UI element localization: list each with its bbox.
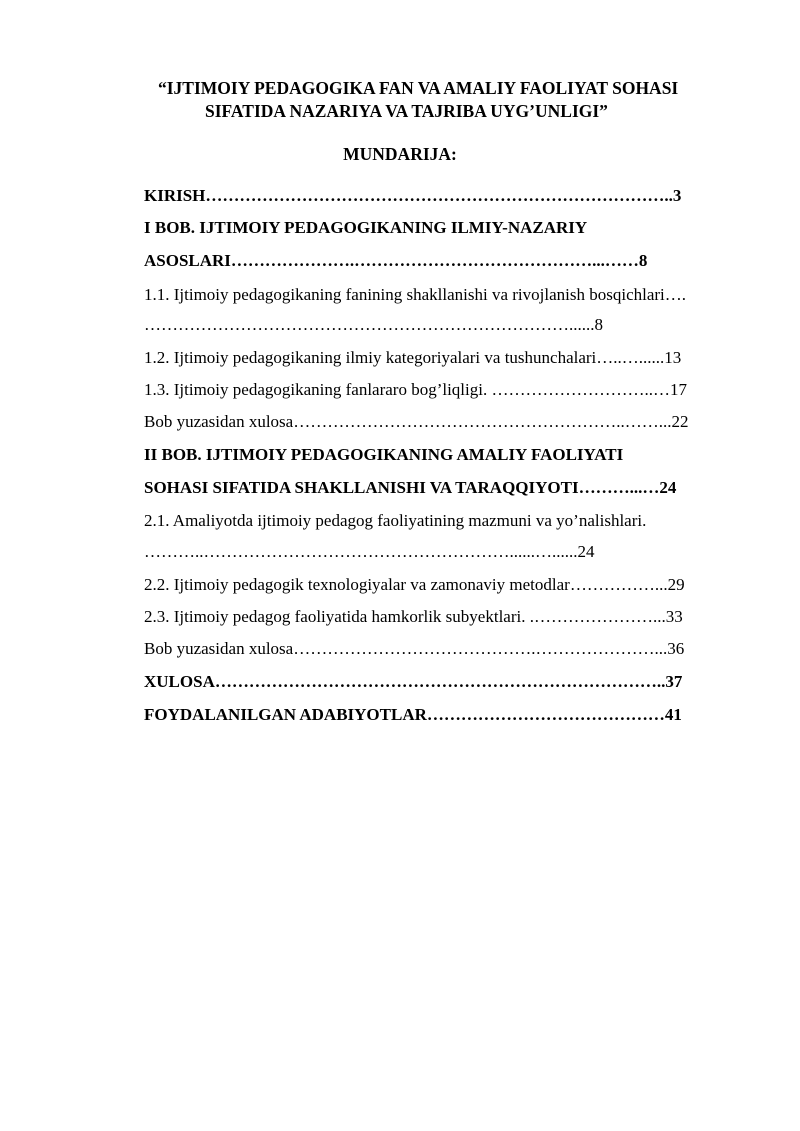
- toc-entry-1-2[interactable]: 1.2. Ijtimoiy pedagogikaning ilmiy kategoriyalari va tushunchalari…..…......13: [144, 348, 682, 367]
- toc-entry-2-2[interactable]: 2.2. Ijtimoiy pedagogik texnologiyalar va zamonaviy metodlar……………...29: [144, 575, 685, 594]
- toc-entry-2-1-cont[interactable]: ………..………………………………………………......…......24: [144, 542, 595, 561]
- document-title-line-2: SIFATIDA NAZARIYA VA TAJRIBA UYG’UNLIGI”: [205, 101, 608, 121]
- toc-entry-chapter-2-conclusion[interactable]: Bob yuzasidan xulosa…………………………………….…………………...36: [144, 639, 685, 658]
- toc-entry-chapter-1-conclusion[interactable]: Bob yuzasidan xulosa…………………………………………………..……...22: [144, 412, 689, 431]
- toc-heading: MUNDARIJA:: [343, 144, 457, 164]
- toc-entry-chapter-1-title[interactable]: I BOB. IJTIMOIY PEDAGOGIKANING ILMIY-NAZARIY: [144, 218, 588, 237]
- toc-entry-bibliography[interactable]: FOYDALANILGAN ADABIYOTLAR……………………………………41: [144, 705, 682, 724]
- toc-entry-1-3[interactable]: 1.3. Ijtimoiy pedagogikaning fanlararo bog’liqligi. ………………………..…17: [144, 380, 687, 399]
- toc-entry-2-3[interactable]: 2.3. Ijtimoiy pedagog faoliyatida hamkorlik subyektlari. .…………………...33: [144, 607, 683, 626]
- toc-entry-chapter-1-title-cont[interactable]: ASOSLARI………………….……………………………………...……8: [144, 251, 648, 270]
- toc-entry-1-1[interactable]: 1.1. Ijtimoiy pedagogikaning fanining shakllanishi va rivojlanish bosqichlari….: [144, 285, 687, 304]
- toc-entry-chapter-2-title[interactable]: II BOB. IJTIMOIY PEDAGOGIKANING AMALIY FAOLIYATI: [144, 445, 624, 464]
- toc-entry-chapter-2-title-cont[interactable]: SOHASI SIFATIDA SHAKLLANISHI VA TARAQQIYOTI………...…24: [144, 478, 677, 497]
- document-title-line-1: “IJTIMOIY PEDAGOGIKA FAN VA AMALIY FAOLIYAT SOHASI: [158, 78, 679, 98]
- toc-entry-kirish[interactable]: KIRISH………………………………………………………………………..3: [144, 186, 682, 205]
- toc-entry-xulosa[interactable]: XULOSA……………………………………………………………………..37: [144, 672, 683, 691]
- toc-entry-2-1[interactable]: 2.1. Amaliyotda ijtimoiy pedagog faoliyatining mazmuni va yo’nalishlari.: [144, 511, 647, 530]
- toc-entry-1-1-cont[interactable]: …………………………………………………………………......8: [144, 315, 603, 334]
